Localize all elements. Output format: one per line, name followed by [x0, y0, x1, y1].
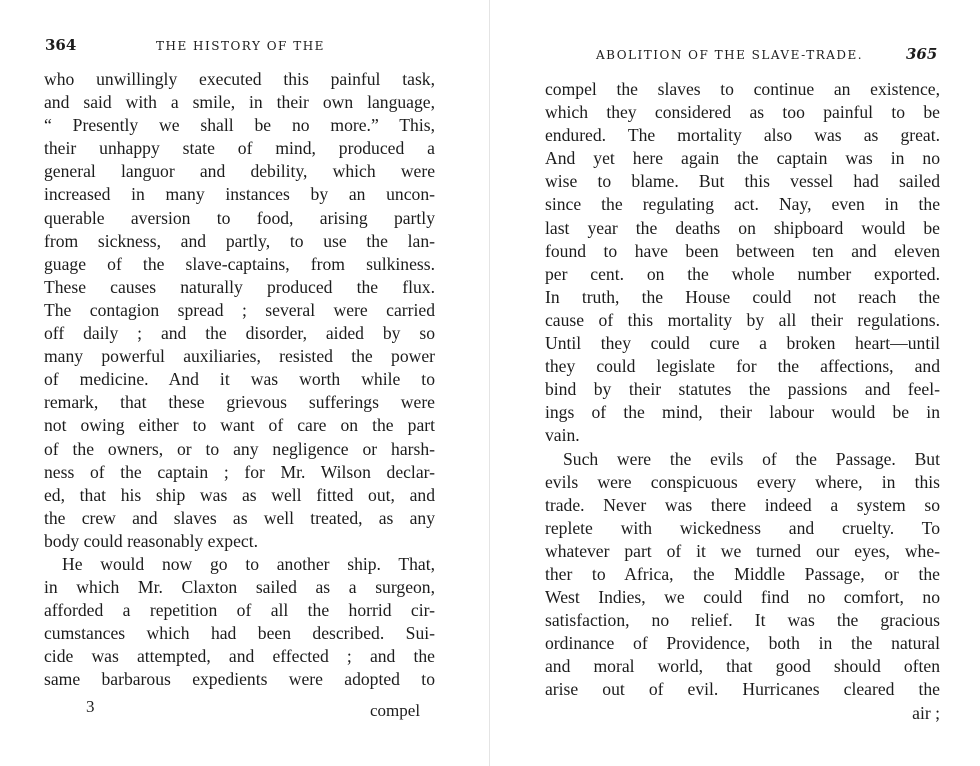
text-line: per cent. on the whole number exported. [545, 263, 940, 284]
text-line: air ; [912, 702, 940, 723]
text-line: general languor and debility, which were [44, 161, 435, 182]
text-line: evils were conspicuous every where, in this [545, 471, 940, 492]
text-line: who unwillingly executed this painful task, [44, 69, 435, 89]
text-line: from sickness, and partly, to use the lan- [44, 230, 435, 251]
text-line: These causes naturally produced the flux. [44, 276, 435, 297]
text-line: off daily ; and the disorder, aided by so [44, 323, 435, 344]
text-line: wise to blame. But this vessel had sailed [545, 171, 940, 192]
text-line: which they considered as too painful to be [545, 102, 940, 123]
text-line: The contagion spread ; several were carried [44, 299, 435, 320]
text-line: their unhappy state of mind, produced a [44, 138, 435, 159]
text-line: the crew and slaves as well treated, as any [44, 507, 435, 528]
text-line: found to have been between ten and eleven [545, 240, 940, 261]
right-page [490, 0, 980, 766]
text-line: of the owners, or to any negligence or harsh- [44, 438, 435, 459]
text-line: last year the deaths on shipboard would be [545, 217, 940, 238]
text-line: and said with a smile, in their own language, [44, 92, 435, 113]
text-line: querable aversion to food, arising partly [44, 207, 435, 228]
paragraph-start-line: Such were the evils of the Passage. But [563, 448, 940, 469]
text-line: vain. [545, 425, 580, 446]
text-line: “ Presently we shall be no more.” This, [44, 115, 435, 136]
text-line: cause of this mortality by all their regulations. [545, 309, 940, 330]
text-line: since the regulating act. Nay, even in the [545, 194, 940, 215]
text-line: West Indies, we could find no comfort, no [545, 587, 940, 608]
text-line: cumstances which had been described. Sui- [44, 623, 435, 644]
paragraph-start-line: He would now go to another ship. That, [62, 553, 435, 574]
text-line: not owing either to want of care on the part [44, 415, 435, 436]
text-line: Until they could cure a broken heart—until [545, 333, 940, 354]
right-page-body [545, 78, 940, 725]
text-line: replete with wickedness and cruelty. To [545, 517, 940, 538]
text-line: many powerful auxiliaries, resisted the power [44, 346, 435, 367]
text-line: compel the slaves to continue an existence, [545, 79, 940, 99]
text-line: bind by their statutes the passions and feel- [545, 379, 940, 400]
left-page-body [44, 68, 435, 692]
text-line: ther to Africa, the Middle Passage, or the [545, 563, 940, 584]
right-page-number: 365 [906, 45, 938, 63]
text-line: whatever part of it we turned our eyes, whe- [545, 540, 940, 561]
text-line: they could legislate for the affections, and [545, 356, 940, 377]
text-line: cide was attempted, and effected ; and the [44, 646, 435, 667]
text-line: endured. The mortality also was as great. [545, 125, 940, 146]
text-line: arise out of evil. Hurricanes cleared the [545, 679, 940, 700]
text-line: afforded a repetition of all the horrid cir- [44, 600, 435, 621]
text-line: ed, that his ship was as well fitted out, and [44, 484, 435, 505]
text-line: ings of the mind, their labour would be in [545, 402, 940, 423]
text-line: body could reasonably expect. [44, 530, 258, 551]
text-line: guage of the slave-captains, from sulkiness. [44, 253, 435, 274]
text-line: same barbarous expedients were adopted to [44, 669, 435, 690]
text-line: and moral world, that good should often [545, 656, 940, 677]
signature-mark: 3 [86, 697, 95, 716]
text-line: ordinance of Providence, both in the natural [545, 633, 940, 654]
left-page-number: 364 [45, 36, 77, 54]
text-line: of medicine. And it was worth while to [44, 369, 435, 390]
text-line: in which Mr. Claxton sailed as a surgeon, [44, 577, 435, 598]
text-line: increased in many instances by an uncon- [44, 184, 435, 205]
catchword: compel [370, 701, 421, 720]
text-line: satisfaction, no relief. It was the gracious [545, 610, 940, 631]
left-running-head: THE HISTORY OF THE [156, 39, 325, 53]
text-line: And yet here again the captain was in no [545, 148, 940, 169]
text-line: In truth, the House could not reach the [545, 286, 940, 307]
text-line: ness of the captain ; for Mr. Wilson declar- [44, 461, 435, 482]
text-line: trade. Never was there indeed a system so [545, 494, 940, 515]
right-running-head: ABOLITION OF THE SLAVE-TRADE. [596, 48, 864, 62]
text-line: remark, that these grievous sufferings were [44, 392, 435, 413]
